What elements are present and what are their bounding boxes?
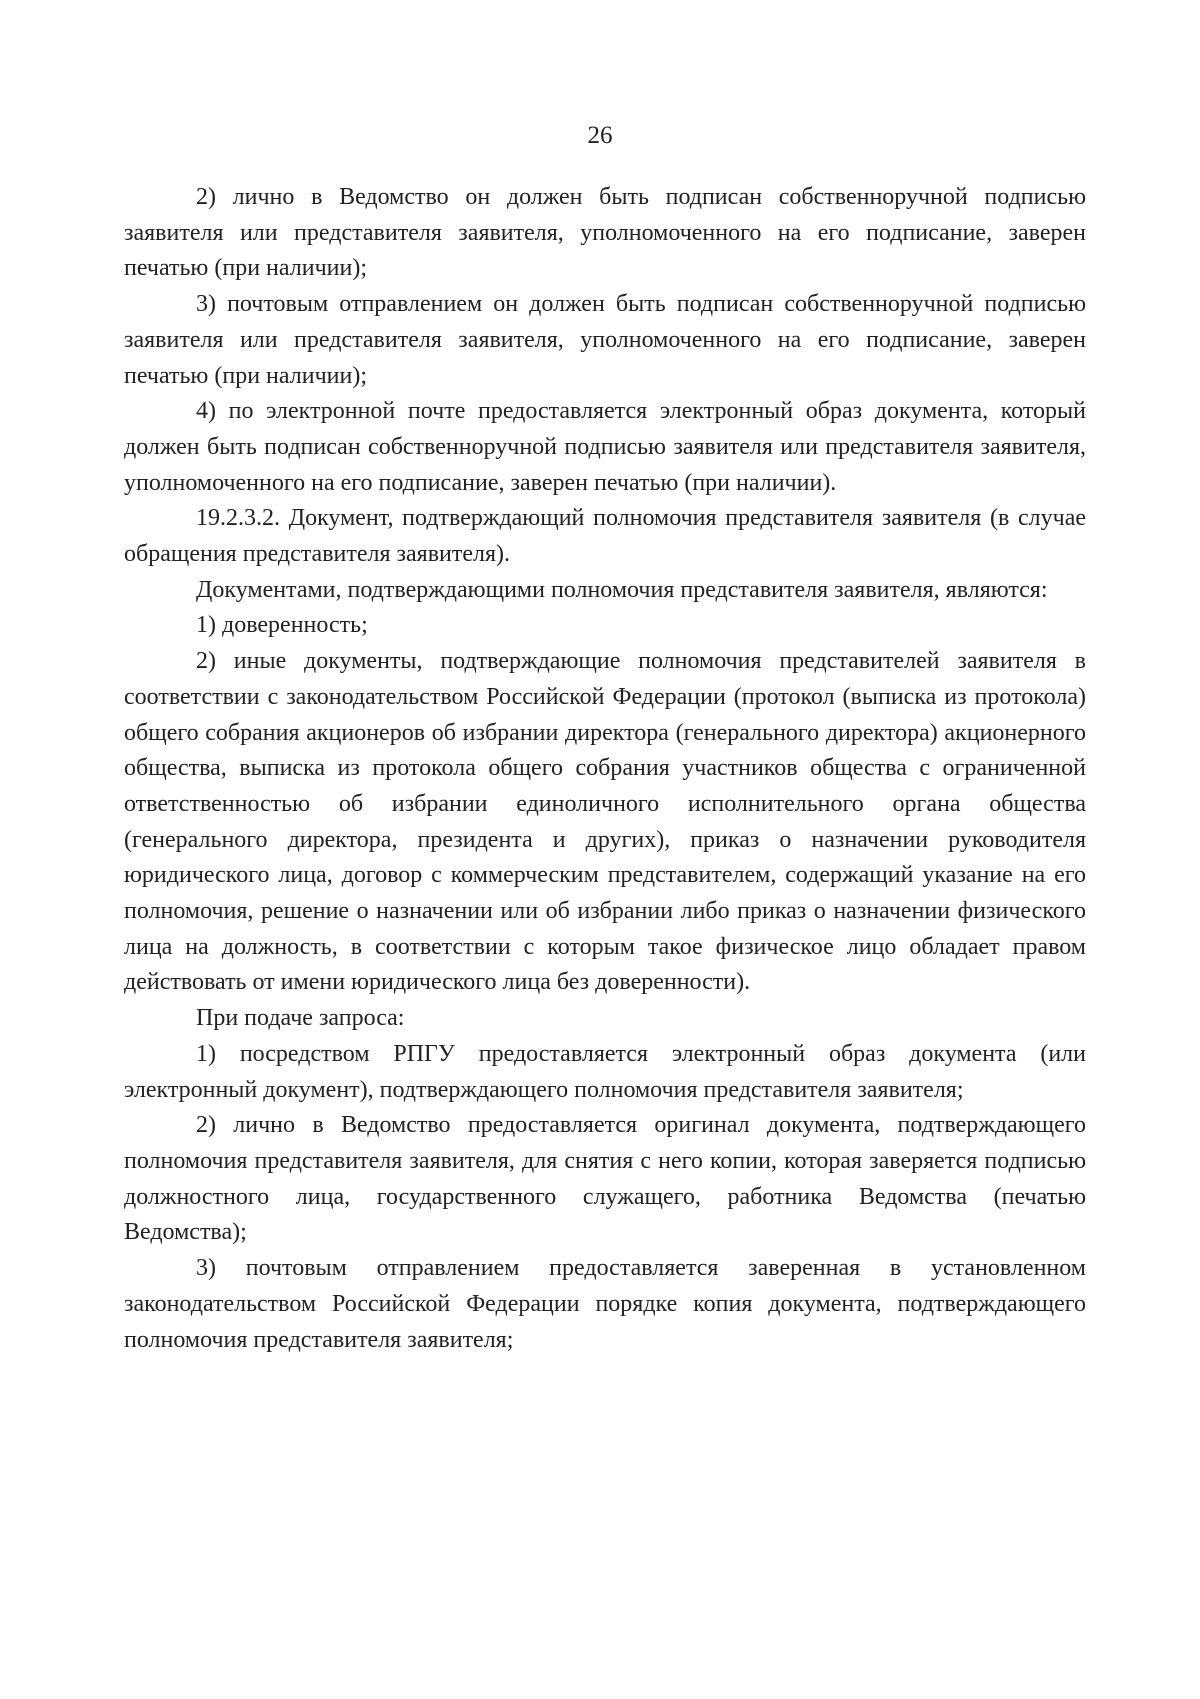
- paragraph-other-documents: 2) иные документы, подтверждающие полномочия представителей заявителя в соответствии с законодательством Российской Федерации (протокол (выписка из протокола) общего собрания акционеров об избрании директора (генерального директора) акционерного общества, выписка из протокола общего собрания участников общества с ограниченной ответственностью об избрании единоличного исполнительного органа общества (генерального директора, президента и других), приказ о назначении руководителя юридического лица, договор с коммерческим представителем, содержащий указание на его полномочия, решение о назначении или об избрании либо приказ о назначении физического лица на должность, в соответствии с которым такое физическое лицо обладает правом действовать от имени юридического лица без доверенности).: [124, 648, 1086, 996]
- paragraph-section-19-2-3-2: 19.2.3.2. Документ, подтверждающий полномочия представителя заявителя (в случае обращения представителя заявителя).: [124, 505, 1086, 568]
- paragraph-item-4-by-email: 4) по электронной почте предоставляется электронный образ документа, который должен быть подписан собственноручной подписью заявителя или представителя заявителя, уполномоченного на его подписание, заверен печатью (при наличии).: [124, 398, 1086, 496]
- paragraph-item-2-in-person: 2) лично в Ведомство он должен быть подписан собственноручной подписью заявителя или представителя заявителя, уполномоченного на его подписание, заверен печатью (при наличии);: [124, 184, 1086, 282]
- paragraph-by-mail-copy: 3) почтовым отправлением предоставляется заверенная в установленном законодательством Российской Федерации порядке копия документа, подтверждающего полномочия представителя заявителя;: [124, 1255, 1086, 1353]
- document-body: [124, 180, 1086, 1358]
- page-number: 26: [587, 122, 613, 149]
- paragraph-item-3-by-mail: 3) почтовым отправлением он должен быть подписан собственноручной подписью заявителя или представителя заявителя, уполномоченного на его подписание, заверен печатью (при наличии);: [124, 291, 1086, 389]
- paragraph-request-submission: При подаче запроса:: [196, 1005, 405, 1032]
- paragraph-documents-intro: Документами, подтверждающими полномочия представителя заявителя, являются:: [196, 576, 1048, 603]
- paragraph-in-person-original: 2) лично в Ведомство предоставляется оригинал документа, подтверждающего полномочия представителя заявителя, для снятия с него копии, которая заверяется подписью должностного лица, государственного служащего, работника Ведомства (печатью Ведомства);: [124, 1112, 1086, 1246]
- paragraph-power-of-attorney: 1) доверенность;: [196, 612, 368, 639]
- paragraph-via-rpgu: 1) посредством РПГУ предоставляется электронный образ документа (или электронный документ), подтверждающего полномочия представителя заявителя;: [124, 1040, 1086, 1103]
